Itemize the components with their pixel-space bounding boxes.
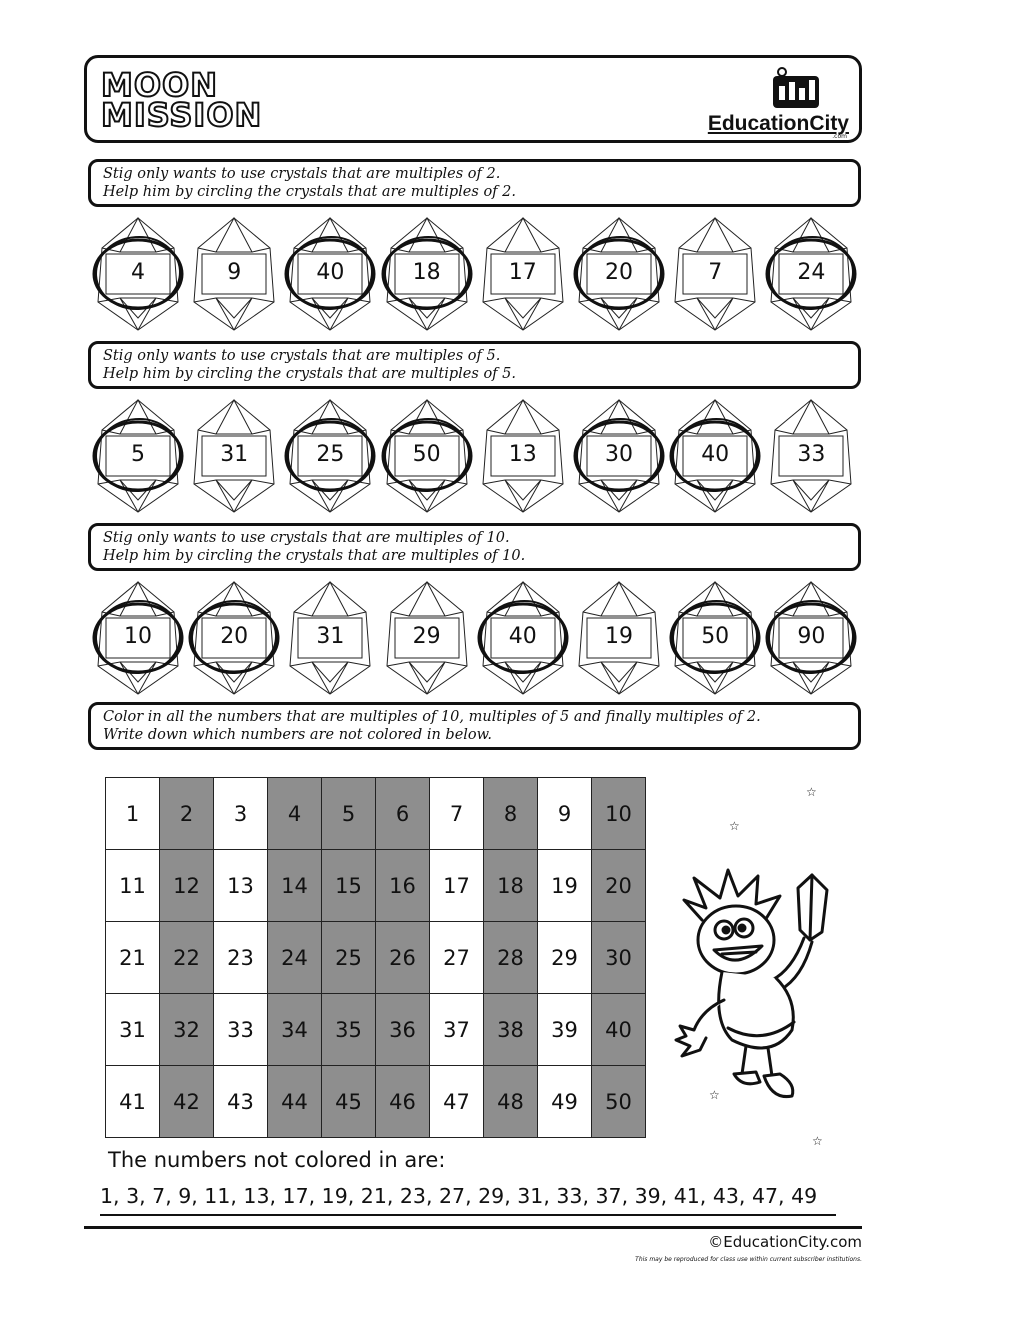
- educationcity-logo: [707, 66, 853, 140]
- instruction-line: Help him by circling the crystals that are multiples of 2.: [103, 184, 516, 200]
- crystal-row: [92, 396, 862, 516]
- grid-cell: 31: [106, 994, 160, 1066]
- crystal-number: 31: [220, 442, 249, 467]
- crystal-number: 13: [508, 442, 537, 467]
- crystal: [477, 214, 569, 334]
- crystal: [284, 214, 376, 334]
- crystal: [573, 396, 665, 516]
- grid-row: [106, 1066, 646, 1138]
- grid-cell: 4: [268, 778, 322, 850]
- crystal-number: 24: [797, 260, 826, 285]
- title-line-2: MISSION: [101, 96, 263, 134]
- crystal: [765, 214, 857, 334]
- grid-cell: 7: [430, 778, 484, 850]
- footer-divider: [84, 1226, 862, 1229]
- instruction-line: Help him by circling the crystals that are multiples of 10.: [103, 548, 526, 564]
- grid-cell: 41: [106, 1066, 160, 1138]
- crystal: [381, 396, 473, 516]
- grid-cell: 50: [592, 1066, 646, 1138]
- grid-cell: 27: [430, 922, 484, 994]
- answer-label: The numbers not colored in are:: [108, 1148, 446, 1172]
- grid-cell: 42: [160, 1066, 214, 1138]
- instruction-line: Color in all the numbers that are multiples of 10, multiples of 5 and finally multiples of 2.: [103, 709, 761, 725]
- grid-cell: 45: [322, 1066, 376, 1138]
- grid-cell: 6: [376, 778, 430, 850]
- instruction-line: Help him by circling the crystals that are multiples of 5.: [103, 366, 516, 382]
- crystal: [381, 578, 473, 698]
- crystal-number: 90: [797, 624, 826, 649]
- grid-cell: 36: [376, 994, 430, 1066]
- reproduce-notice: This may be reproduced for class use within current subscriber institutions.: [635, 1256, 862, 1263]
- crystal-number: 9: [227, 260, 242, 285]
- stig-mascot-icon: [672, 860, 857, 1110]
- grid-cell: 19: [538, 850, 592, 922]
- city-building-icon: [771, 66, 821, 110]
- crystal: [188, 214, 280, 334]
- crystal: [477, 396, 569, 516]
- instruction-line: Stig only wants to use crystals that are multiples of 10.: [103, 530, 510, 546]
- crystal-row: [92, 214, 862, 334]
- answer-underline: [100, 1214, 836, 1216]
- grid-cell: 1: [106, 778, 160, 850]
- instruction-line: Write down which numbers are not colored in below.: [103, 727, 492, 743]
- star-icon: ☆: [812, 1134, 823, 1148]
- grid-cell: 15: [322, 850, 376, 922]
- grid-cell: 3: [214, 778, 268, 850]
- crystal-number: 19: [605, 624, 633, 649]
- crystal-number: 50: [701, 624, 730, 649]
- grid-cell: 14: [268, 850, 322, 922]
- crystal-number: 4: [131, 260, 145, 285]
- crystal-number: 29: [412, 624, 441, 649]
- crystal-number: 31: [316, 624, 345, 649]
- crystal: [381, 214, 473, 334]
- title-line-1: MOON: [101, 66, 219, 104]
- crystal-number: 10: [124, 624, 152, 649]
- crystal: [669, 214, 761, 334]
- grid-cell: 23: [214, 922, 268, 994]
- instruction-line: Stig only wants to use crystals that are multiples of 2.: [103, 166, 501, 182]
- crystal: [92, 578, 184, 698]
- crystal-number: 40: [701, 442, 730, 467]
- crystal: [284, 578, 376, 698]
- logo-com: .com: [832, 133, 847, 140]
- instruction-line: Stig only wants to use crystals that are multiples of 5.: [103, 348, 501, 364]
- instruction-box-2: [88, 341, 861, 389]
- grid-cell: 47: [430, 1066, 484, 1138]
- grid-cell: 30: [592, 922, 646, 994]
- crystal-number: 25: [316, 442, 345, 467]
- grid-cell: 2: [160, 778, 214, 850]
- grid-cell: 18: [484, 850, 538, 922]
- crystal: [477, 578, 569, 698]
- grid-cell: 35: [322, 994, 376, 1066]
- grid-cell: 24: [268, 922, 322, 994]
- crystal-number: 33: [797, 442, 826, 467]
- grid-cell: 49: [538, 1066, 592, 1138]
- grid-row: [106, 850, 646, 922]
- grid-cell: 34: [268, 994, 322, 1066]
- crystal: [669, 396, 761, 516]
- grid-cell: 22: [160, 922, 214, 994]
- grid-row: [106, 994, 646, 1066]
- crystal-number: 18: [412, 260, 441, 285]
- logo-text: EducationCity: [707, 112, 849, 135]
- crystal-number: 30: [605, 442, 633, 467]
- crystal: [188, 578, 280, 698]
- grid-cell: 48: [484, 1066, 538, 1138]
- crystal-number: 17: [508, 260, 537, 285]
- crystal: [284, 396, 376, 516]
- star-icon: ☆: [729, 819, 740, 833]
- crystal: [669, 578, 761, 698]
- grid-row: [106, 778, 646, 850]
- grid-cell: 26: [376, 922, 430, 994]
- grid-cell: 9: [538, 778, 592, 850]
- crystal: [765, 578, 857, 698]
- grid-cell: 5: [322, 778, 376, 850]
- grid-cell: 44: [268, 1066, 322, 1138]
- star-icon: ☆: [806, 785, 817, 799]
- crystal: [573, 578, 665, 698]
- grid-cell: 28: [484, 922, 538, 994]
- grid-cell: 17: [430, 850, 484, 922]
- crystal-number: 40: [508, 624, 537, 649]
- crystal-number: 50: [412, 442, 441, 467]
- header-box: [84, 55, 862, 143]
- answer-value: 1, 3, 7, 9, 11, 13, 17, 19, 21, 23, 27, 29, 31, 33, 37, 39, 41, 43, 47, 49: [100, 1184, 818, 1208]
- instruction-box-1: [88, 159, 861, 207]
- grid-cell: 46: [376, 1066, 430, 1138]
- crystal-number: 5: [131, 442, 145, 467]
- grid-cell: 21: [106, 922, 160, 994]
- grid-cell: 43: [214, 1066, 268, 1138]
- star-icon: ☆: [709, 1088, 720, 1102]
- grid-cell: 16: [376, 850, 430, 922]
- grid-cell: 29: [538, 922, 592, 994]
- crystal: [92, 396, 184, 516]
- grid-cell: 20: [592, 850, 646, 922]
- copyright-text: ©EducationCity.com: [708, 1233, 862, 1251]
- grid-cell: 39: [538, 994, 592, 1066]
- crystal-number: 40: [316, 260, 345, 285]
- hundred-grid: [105, 777, 646, 1138]
- crystal: [573, 214, 665, 334]
- crystal: [92, 214, 184, 334]
- grid-cell: 11: [106, 850, 160, 922]
- crystal-number: 20: [220, 624, 249, 649]
- worksheet-title: [101, 66, 263, 134]
- grid-cell: 10: [592, 778, 646, 850]
- grid-cell: 13: [214, 850, 268, 922]
- crystal-number: 20: [605, 260, 633, 285]
- grid-cell: 40: [592, 994, 646, 1066]
- grid-cell: 33: [214, 994, 268, 1066]
- grid-row: [106, 922, 646, 994]
- grid-cell: 8: [484, 778, 538, 850]
- crystal-number: 7: [708, 260, 723, 285]
- instruction-box-3: [88, 523, 861, 571]
- crystal: [765, 396, 857, 516]
- instruction-box-4: [88, 702, 861, 750]
- grid-cell: 37: [430, 994, 484, 1066]
- grid-cell: 12: [160, 850, 214, 922]
- grid-cell: 38: [484, 994, 538, 1066]
- crystal: [188, 396, 280, 516]
- crystal-row: [92, 578, 862, 698]
- grid-cell: 25: [322, 922, 376, 994]
- grid-cell: 32: [160, 994, 214, 1066]
